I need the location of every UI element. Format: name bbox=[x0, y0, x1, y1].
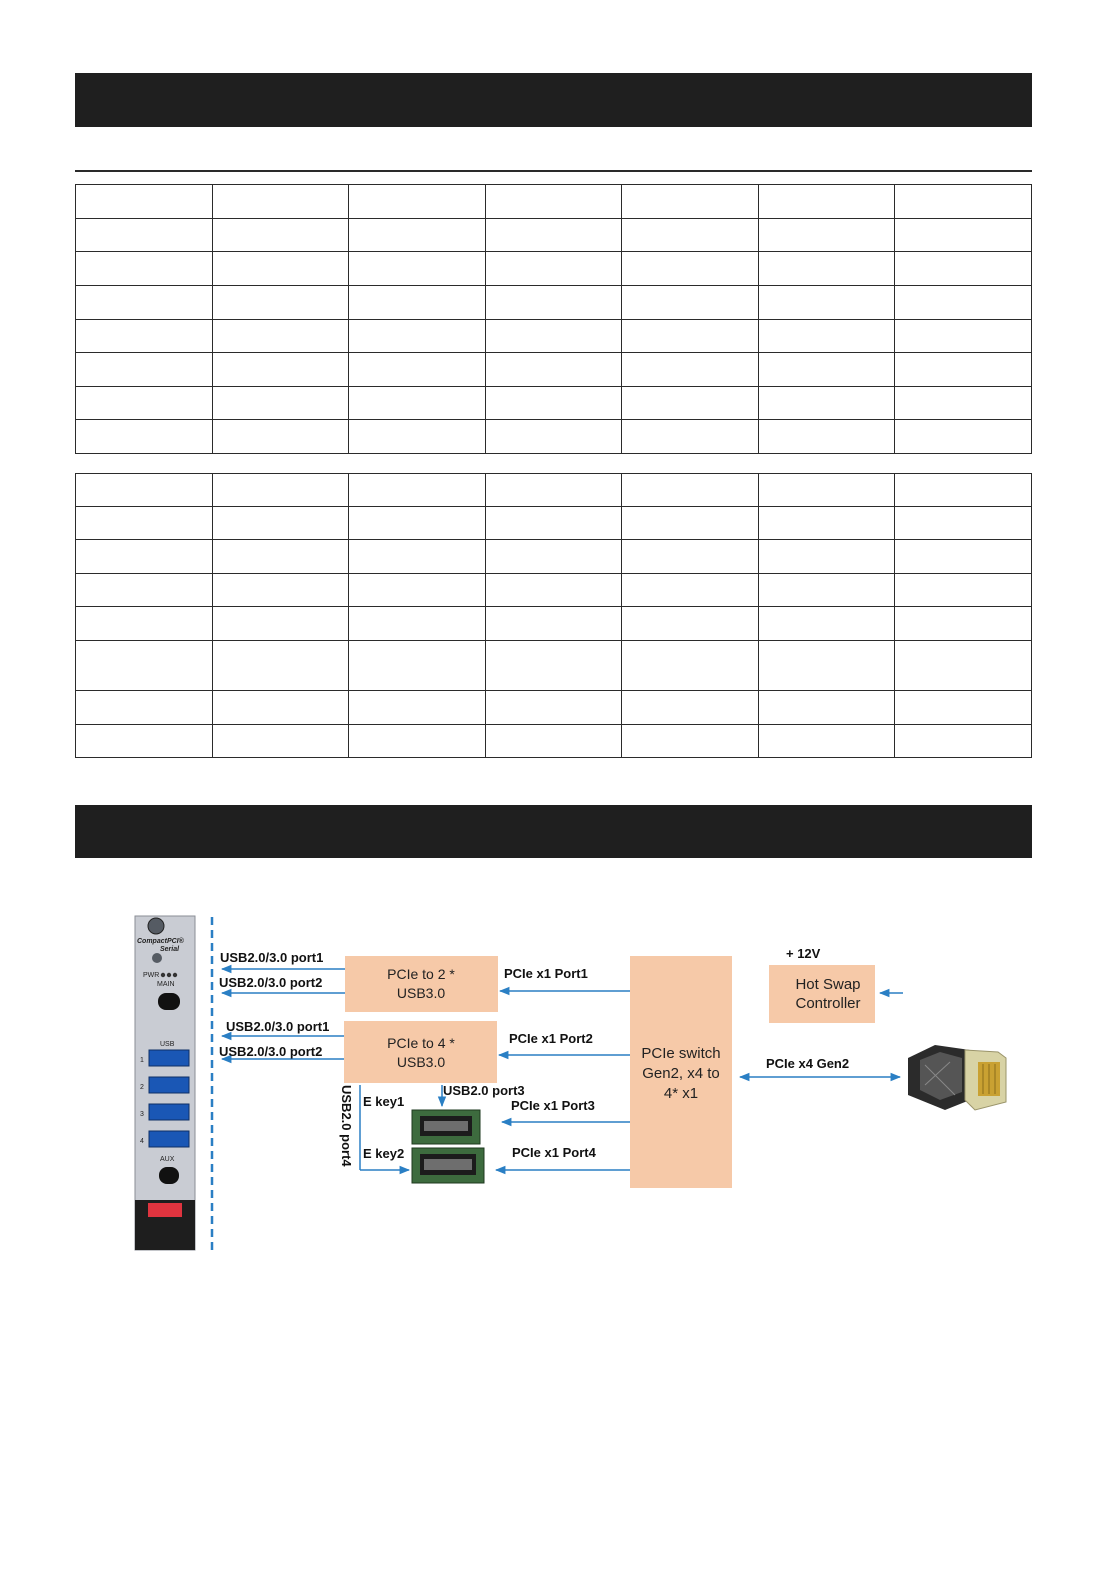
switch-line1: PCIe switch bbox=[641, 1045, 721, 1062]
usb-label-1: USB2.0/3.0 port1 bbox=[220, 950, 324, 965]
hot-swap-controller bbox=[769, 965, 875, 1023]
svg-text:1: 1 bbox=[140, 1057, 144, 1064]
usb-label-4: USB2.0/3.0 port2 bbox=[219, 1044, 323, 1059]
main-port-icon bbox=[158, 993, 180, 1010]
front-panel bbox=[135, 916, 195, 1250]
ekey1-label: E key1 bbox=[363, 1094, 405, 1109]
pcie-port3-label: PCIe x1 Port3 bbox=[511, 1098, 595, 1113]
pcie-arrows bbox=[496, 991, 630, 1170]
usb20-port4-label: USB2.0 port4 bbox=[339, 1085, 354, 1167]
hotswap-line2: Controller bbox=[795, 995, 861, 1012]
ekey2-label: E key2 bbox=[363, 1146, 405, 1161]
pcie-port4-label: PCIe x1 Port4 bbox=[512, 1145, 596, 1160]
bridge2-line1: PCIe to 4 * bbox=[387, 1035, 455, 1051]
pwr-label: PWR bbox=[143, 972, 160, 979]
pcie-usb-bridge-1 bbox=[345, 956, 498, 1012]
usb-label: USB bbox=[160, 1041, 175, 1048]
usb-label-3: USB2.0/3.0 port1 bbox=[226, 1019, 330, 1034]
svg-text:2: 2 bbox=[140, 1084, 144, 1091]
pcie-usb-bridge-2 bbox=[344, 1021, 497, 1083]
uplink-label: PCIe x4 Gen2 bbox=[766, 1056, 850, 1071]
aux-port-icon bbox=[159, 1167, 179, 1184]
usb20-port3-label: USB2.0 port3 bbox=[443, 1083, 525, 1098]
panel-brand: CompactPCI® bbox=[137, 938, 184, 945]
switch-line2: Gen2, x4 to bbox=[642, 1065, 720, 1082]
svg-text:4: 4 bbox=[140, 1138, 144, 1145]
power-label: + 12V bbox=[786, 946, 821, 961]
led-icon bbox=[152, 953, 162, 963]
aux-label: AUX bbox=[160, 1156, 175, 1163]
svg-text:3: 3 bbox=[140, 1111, 144, 1118]
ejector-handle-icon bbox=[148, 1203, 182, 1217]
pcie-port1-label: PCIe x1 Port1 bbox=[504, 966, 588, 981]
ekey-module-2 bbox=[412, 1148, 484, 1183]
ekey-module-1 bbox=[412, 1110, 480, 1144]
pcie-port2-label: PCIe x1 Port2 bbox=[509, 1031, 593, 1046]
hotswap-line1: Hot Swap bbox=[795, 976, 861, 993]
bridge1-line1: PCIe to 2 * bbox=[387, 966, 455, 982]
bridge2-line2: USB3.0 bbox=[396, 1054, 446, 1070]
screw-icon bbox=[148, 918, 164, 934]
bridge1-line2: USB3.0 bbox=[396, 985, 446, 1001]
panel-brand-sub: Serial bbox=[160, 946, 180, 953]
switch-line3: 4* x1 bbox=[663, 1085, 699, 1102]
usb-label-2: USB2.0/3.0 port2 bbox=[219, 975, 323, 990]
main-label: MAIN bbox=[157, 981, 175, 988]
backplane-connector-icon bbox=[908, 1045, 1006, 1110]
